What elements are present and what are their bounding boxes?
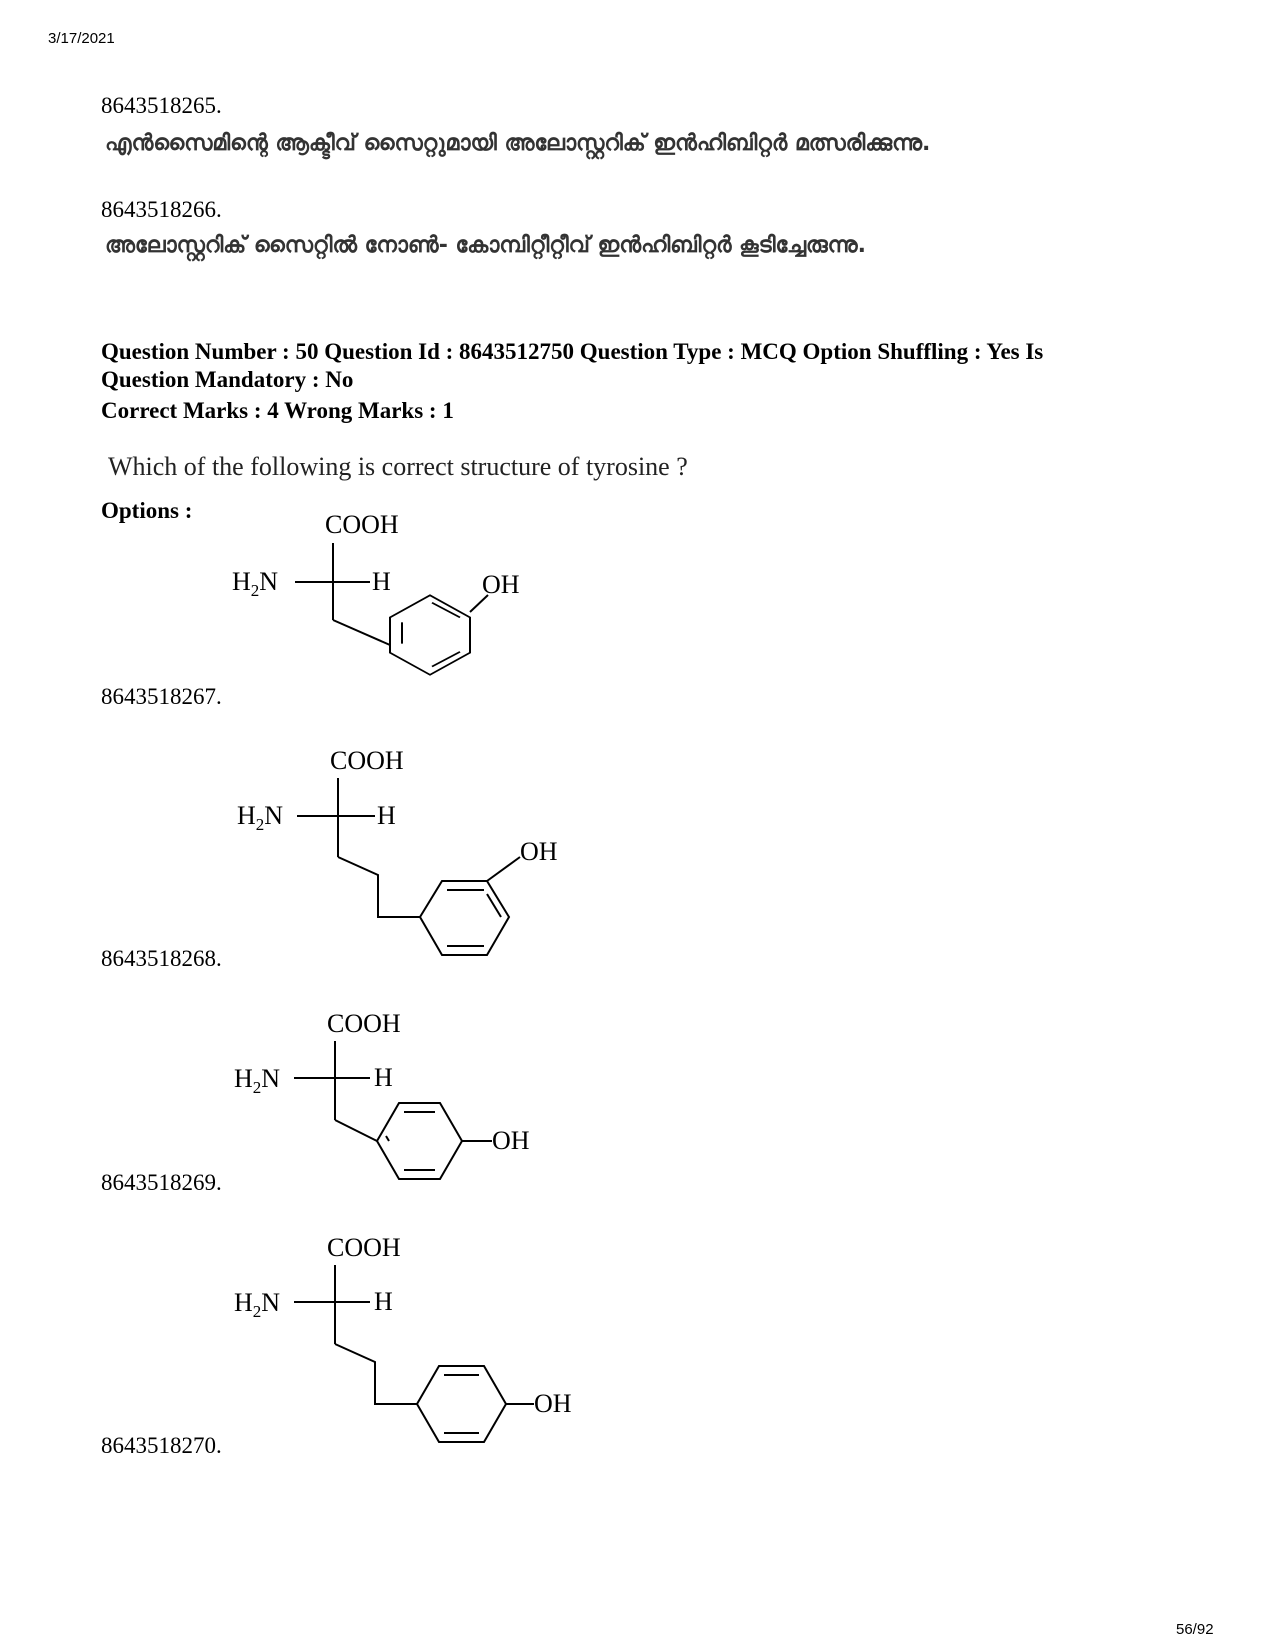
cooh-label: COOH (330, 746, 404, 775)
options-label: Options : (101, 498, 193, 523)
print-date: 3/17/2021 (48, 30, 115, 47)
hydroxyl-label: OH (520, 837, 558, 866)
option-text-malayalam: അലോസ്റ്ററിക് സൈറ്റിൽ നോൺ- കോമ്പിറ്റീറ്റീവ് ഇൻഹിബിറ്റർ കൂടിച്ചേരുന്നു. (105, 233, 866, 258)
question-meta (101, 338, 1181, 394)
h-label: H (372, 567, 391, 596)
option-id: 8643518265. (101, 93, 222, 118)
hydroxyl-label: OH (482, 570, 520, 599)
option-id: 8643518267. (101, 684, 222, 709)
h-label: H (374, 1063, 393, 1092)
amine-label: $H_2N$ (234, 1288, 281, 1321)
question-text: Which of the following is correct structure of tyrosine ? (108, 452, 688, 481)
option-text-malayalam: എൻസൈമിന്റെ ആക്ടീവ് സൈറ്റുമായി അലോസ്റ്ററിക് ഇൻഹിബിറ്റർ മത്സരിക്കുന്നു. (105, 131, 931, 156)
cooh-label: COOH (327, 1233, 401, 1262)
option-structure-4 (222, 1232, 592, 1457)
question-marks: Correct Marks : 4 Wrong Marks : 1 (101, 398, 454, 423)
question-meta-line2: Question Mandatory : No (101, 367, 354, 392)
hydroxyl-label: OH (492, 1126, 530, 1155)
hydroxyl-label: OH (534, 1389, 572, 1418)
cooh-label: COOH (325, 510, 399, 539)
h-label: H (374, 1287, 393, 1316)
option-id: 8643518268. (101, 946, 222, 971)
option-id: 8643518269. (101, 1170, 222, 1195)
option-structure-1 (220, 505, 540, 700)
amine-label: $H_2N$ (234, 1064, 281, 1097)
h-label: H (377, 801, 396, 830)
amine-label: $H_2N$ (237, 801, 284, 834)
option-structure-2 (225, 745, 585, 970)
option-id: 8643518270. (101, 1433, 222, 1458)
option-structure-3 (222, 1008, 552, 1188)
page-number: 56/92 (1176, 1621, 1214, 1638)
cooh-label: COOH (327, 1009, 401, 1038)
option-id: 8643518266. (101, 197, 222, 222)
question-meta-line1: Question Number : 50 Question Id : 8643512750 Question Type : MCQ Option Shuffling : Yes Is (101, 339, 1044, 364)
amine-label: $H_2N$ (232, 567, 279, 600)
